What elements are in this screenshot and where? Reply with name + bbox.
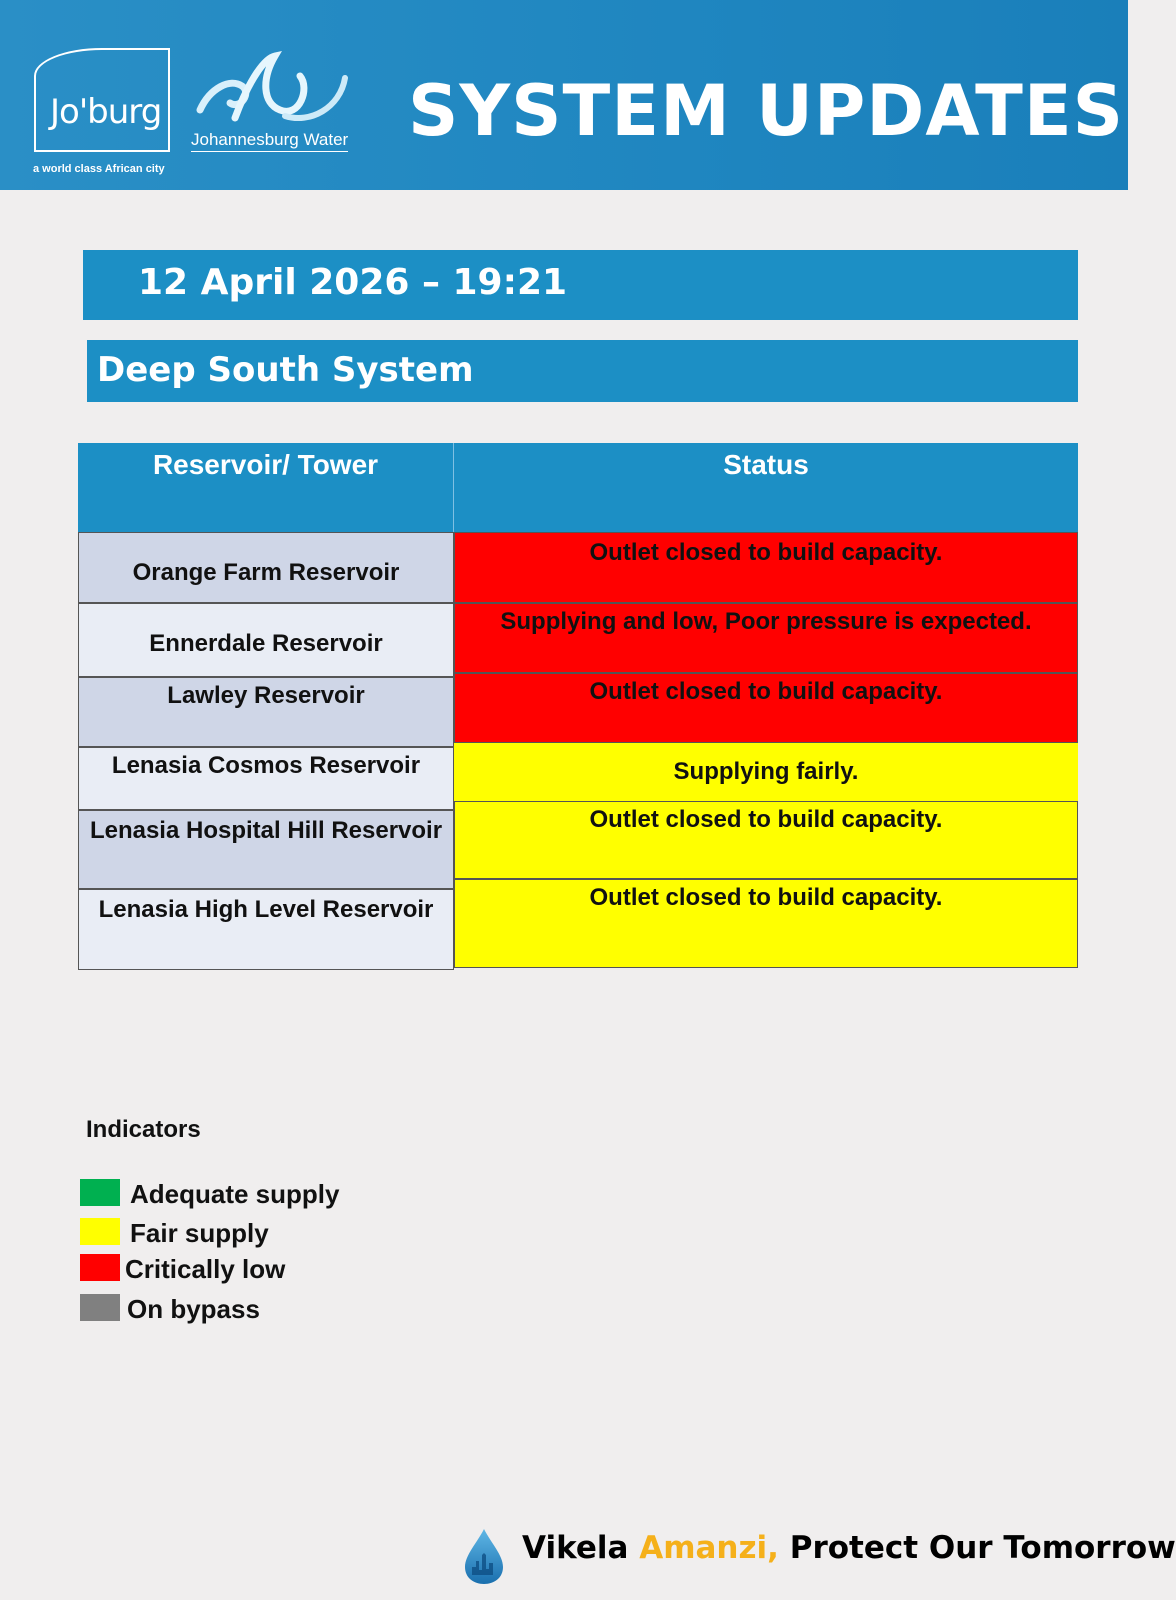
table-row-reservoir: Lenasia High Level Reservoir — [78, 889, 454, 970]
footer-slogan-part1: Vikela — [522, 1530, 640, 1566]
table-row-reservoir: Lawley Reservoir — [78, 677, 454, 747]
legend-swatch-yellow — [80, 1218, 120, 1245]
joburg-logo-text: Jo'burg — [50, 92, 162, 132]
header-banner — [0, 0, 1128, 190]
water-drop-icon — [463, 1527, 505, 1585]
system-name: Deep South System — [97, 350, 474, 390]
table-row-status: Outlet closed to build capacity. — [454, 801, 1078, 879]
table-row-status: Outlet closed to build capacity. — [454, 673, 1078, 743]
date-time: 12 April 2026 – 19:21 — [138, 262, 568, 303]
indicators-title: Indicators — [86, 1116, 201, 1143]
footer-slogan-accent: Amanzi, — [639, 1530, 779, 1566]
legend-label: Critically low — [125, 1254, 286, 1284]
legend-swatch-grey — [80, 1294, 120, 1321]
table-row-status: Supplying fairly. — [454, 743, 1078, 801]
table-row-status: Outlet closed to build capacity. — [454, 532, 1078, 603]
joburg-tagline: a world class African city — [33, 163, 165, 175]
table-header-status: Status — [454, 443, 1078, 532]
legend-label: Adequate supply — [130, 1179, 340, 1209]
johannesburg-water-wave-icon — [190, 48, 360, 128]
system-name-bar — [87, 340, 1078, 402]
legend-swatch-green — [80, 1179, 120, 1206]
date-time-bar — [83, 250, 1078, 320]
table-row-reservoir: Ennerdale Reservoir — [78, 603, 454, 677]
legend-label: On bypass — [127, 1294, 260, 1324]
table-row-reservoir: Lenasia Hospital Hill Reservoir — [78, 810, 454, 889]
table-row-reservoir: Lenasia Cosmos Reservoir — [78, 747, 454, 810]
table-row-status: Supplying and low, Poor pressure is expected. — [454, 603, 1078, 673]
johannesburg-water-name: Johannesburg Water — [191, 130, 348, 152]
page-title: SYSTEM UPDATES — [408, 70, 1125, 152]
footer-slogan — [522, 1530, 1176, 1566]
footer-slogan-part3: Protect Our Tomorrow — [778, 1530, 1176, 1566]
legend-swatch-red — [80, 1254, 120, 1281]
table-row-status: Outlet closed to build capacity. — [454, 879, 1078, 968]
table-header-reservoir: Reservoir/ Tower — [78, 443, 454, 532]
table-row-reservoir: Orange Farm Reservoir — [78, 532, 454, 603]
legend-label: Fair supply — [130, 1218, 269, 1248]
